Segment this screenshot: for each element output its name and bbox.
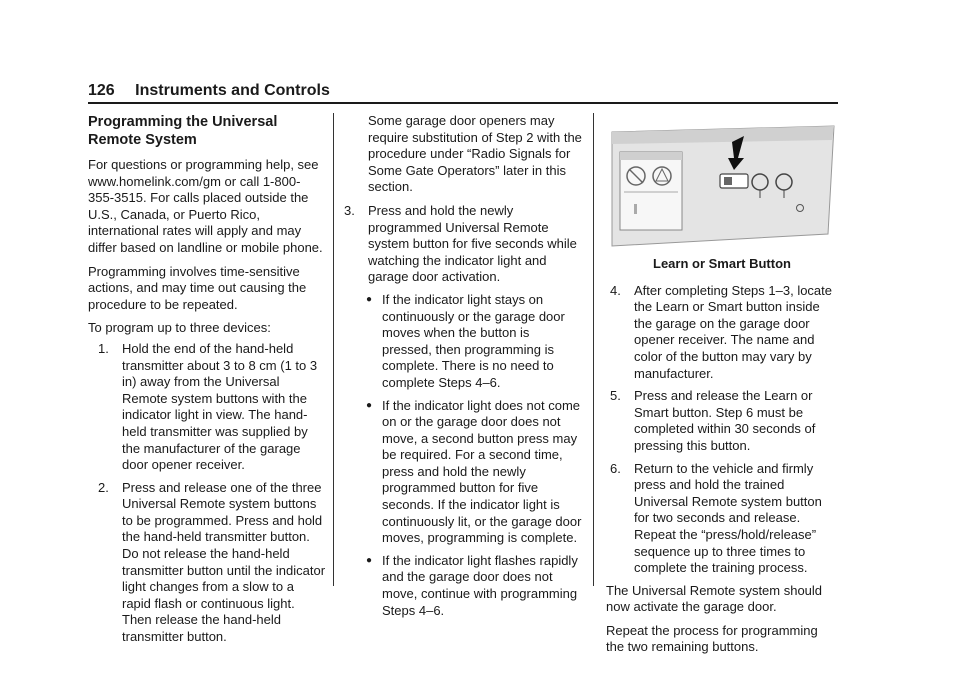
step-6: 6. Return to the vehicle and firmly press and hold the trained Universal Remote system button for two seconds and release. Repeat the “press/hold/release” sequence up to three times to complete the training process. bbox=[610, 460, 822, 576]
header-rule bbox=[88, 102, 838, 104]
continued-paragraph: Some garage door openers may require substitution of Step 2 with the procedure under “Radio Signals for Some Gate Operators” later in this section. bbox=[368, 113, 582, 195]
bullet-3: ● If the indicator light flashes rapidly and the garage door does not move, continue with programming Steps 4–6. bbox=[366, 552, 578, 618]
intro-paragraph: For questions or programming help, see www.homelink.com/gm or call 1-800-355-3515. For calls placed outside the U.S., Canada, or Puerto Rico, international rates will apply and may differ based on landline or mobile phone. bbox=[88, 157, 323, 255]
step-2: 2. Press and release one of the three Universal Remote system buttons to be programmed. Press and hold the hand-held transmitter button. Do not release the hand-held transmitter button until the indicator light changes from a slow to a rapid flash or continuous light. Then release the hand-held transmitter button. bbox=[98, 479, 326, 645]
outro-paragraph-1: The Universal Remote system should now activate the garage door. bbox=[606, 582, 823, 615]
step-4: 4. After completing Steps 1–3, locate the Learn or Smart button inside the garage on the garage door opener receiver. The name and color of the button may vary by manufacturer. bbox=[610, 282, 833, 381]
step-3: 3. Press and hold the newly programmed Universal Remote system button for five seconds while watching the indicator light and garage door activation. bbox=[344, 202, 577, 285]
garage-opener-illustration bbox=[606, 118, 838, 250]
figure-caption: Learn or Smart Button bbox=[653, 256, 791, 271]
bullet-2: ● If the indicator light does not come on or the garage door does not move, a second button press may be required. For a second time, press and hold the newly programmed button for five seconds. If the indicator light is continuously lit, or the garage door moves, programming is complete. bbox=[366, 397, 582, 546]
bullet-icon: ● bbox=[366, 293, 373, 305]
bullet-icon: ● bbox=[366, 399, 373, 411]
note-paragraph: Programming involves time-sensitive actions, and may time out causing the procedure to be repeated. bbox=[88, 263, 307, 312]
outro-paragraph-2: Repeat the process for programming the two remaining buttons. bbox=[606, 622, 818, 655]
column-divider-2 bbox=[593, 113, 594, 586]
column-1 bbox=[88, 113, 326, 652]
section-heading: Programming the Universal Remote System bbox=[88, 114, 278, 148]
section-title: Instruments and Controls bbox=[135, 82, 330, 99]
step-5: 5. Press and release the Learn or Smart button. Step 6 must be completed within 30 seconds of pressing this button. bbox=[610, 388, 816, 453]
bullet-1: ● If the indicator light stays on continuously or the garage door moves when the button is pressed, then programming is complete. There is no need to complete Steps 4–6. bbox=[366, 291, 565, 390]
column-2 bbox=[344, 113, 582, 625]
lead-paragraph: To program up to three devices: bbox=[88, 320, 271, 336]
page-number: 126 bbox=[88, 82, 115, 99]
learn-button-figure bbox=[606, 118, 838, 250]
column-divider-1 bbox=[333, 113, 334, 586]
page-header bbox=[88, 82, 838, 100]
bullet-icon: ● bbox=[366, 554, 373, 566]
column-3 bbox=[606, 118, 838, 663]
step-1: 1. Hold the end of the hand-held transmitter about 3 to 8 cm (1 to 3 in) away from the Universal Remote system buttons with the indicator light in view. The hand-held transmitter was supplied by the manufacturer of the garage door opener receiver. bbox=[98, 340, 318, 473]
